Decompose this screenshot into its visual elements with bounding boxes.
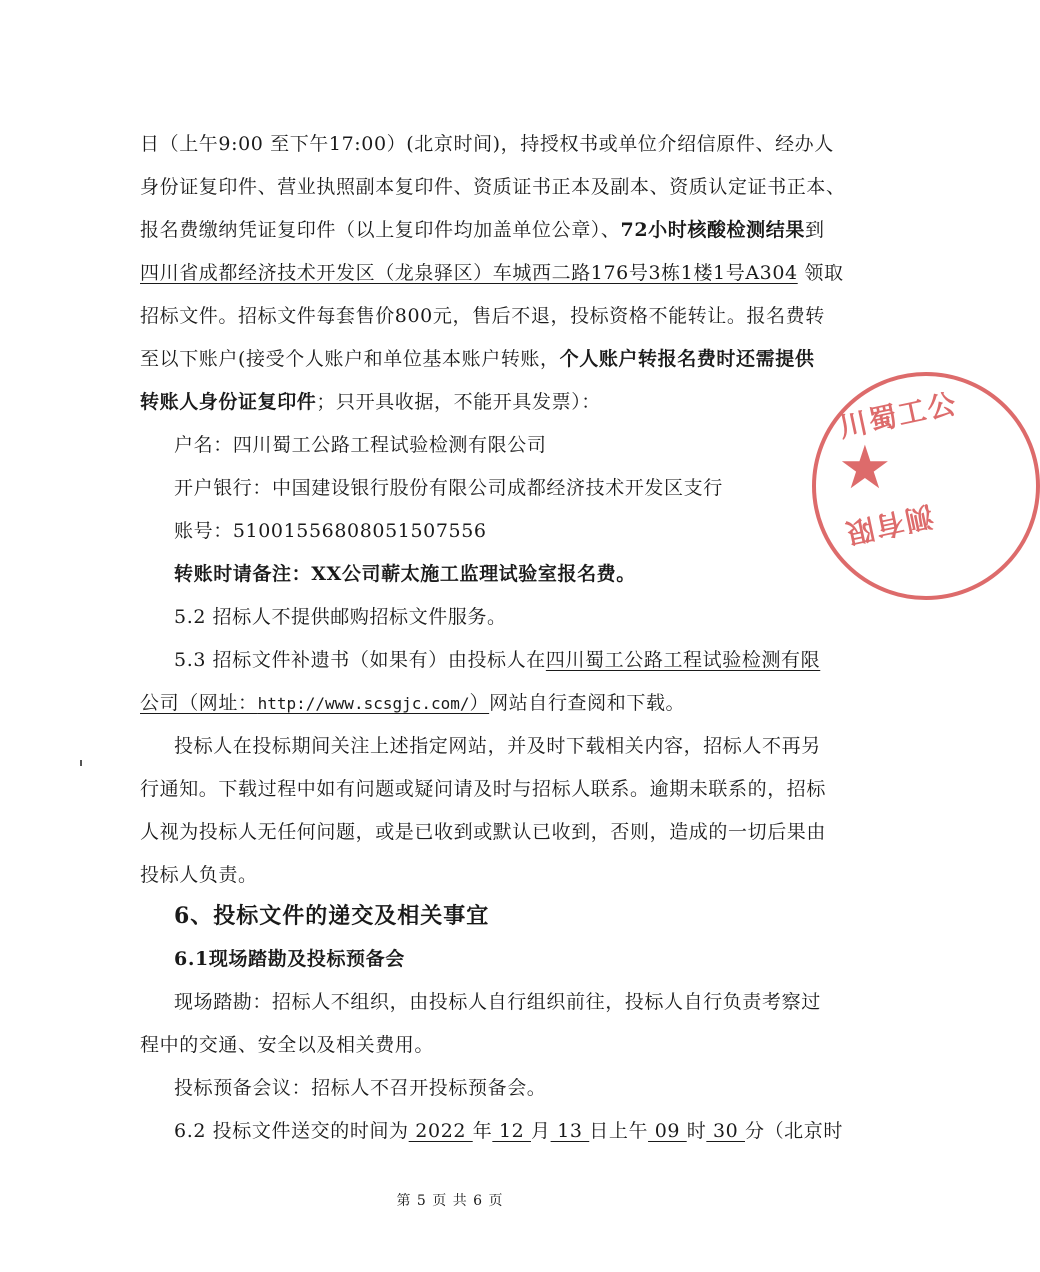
paragraph-line: 招标文件。招标文件每套售价800元，售后不退，投标资格不能转让。报名费转: [140, 305, 825, 327]
seal-star-icon: ★: [838, 433, 892, 503]
paragraph-line: 四川省成都经济技术开发区（龙泉驿区）车城西二路176号3栋1楼1号A304 领取: [140, 262, 844, 284]
section-5-3: 5.3 招标文件补遗书（如果有）由投标人在四川蜀工公路工程试验检测有限: [174, 649, 821, 671]
day-value: 13: [550, 1120, 590, 1142]
transfer-remark: 转账时请备注：XX公司蕲太施工监理试验室报名费。: [174, 563, 636, 585]
paragraph-line: 至以下账户(接受个人账户和单位基本账户转账，个人账户转报名费时还需提供: [140, 348, 815, 370]
section-6-heading: 6、投标文件的递交及相关事宜: [174, 903, 490, 929]
paragraph-line: 现场踏勘：招标人不组织，由投标人自行组织前往，投标人自行负责考察过: [174, 991, 821, 1013]
month-value: 12: [492, 1120, 531, 1142]
address-underlined: 四川省成都经济技术开发区（龙泉驿区）车城西二路176号3栋1楼1号A304: [140, 262, 798, 284]
section-5-3-cont: 公司（网址：http://www.scsgjc.com/）网站自行查阅和下载。: [140, 692, 686, 714]
bank-line: 开户银行：中国建设银行股份有限公司成都经济技术开发区支行: [174, 477, 723, 499]
paragraph-line: 行通知。下载过程中如有问题或疑问请及时与招标人联系。逾期未联系的，招标: [140, 778, 827, 800]
account-name-line: 户名：四川蜀工公路工程试验检测有限公司: [174, 434, 547, 456]
website-underlined: 公司（网址：http://www.scsgjc.com/）: [140, 692, 490, 714]
paragraph-line: 投标预备会议：招标人不召开投标预备会。: [174, 1077, 547, 1099]
section-6-2: 6.2 投标文件送交的时间为 2022 年 12 月 13 日上午 09 时 30 分（北京时: [174, 1120, 843, 1142]
bold-text: 个人账户转报名费时还需提供: [559, 348, 815, 370]
website-url: http://www.scsgjc.com/: [257, 694, 470, 713]
paragraph-line: 日（上午9:00 至下午17:00）(北京时间)，持授权书或单位介绍信原件、经办人: [140, 133, 834, 155]
company-underlined: 四川蜀工公路工程试验检测有限: [545, 649, 821, 671]
paragraph-line: 投标人在投标期间关注上述指定网站，并及时下载相关内容，招标人不再另: [174, 735, 821, 757]
bold-text: 72小时核酸检测结果: [620, 219, 805, 241]
seal-top-text: 川蜀工公: [836, 386, 961, 445]
scan-speck: [80, 760, 82, 766]
bold-text: 转账人身份证复印件: [140, 391, 317, 413]
paragraph-line: 程中的交通、安全以及相关费用。: [140, 1034, 435, 1056]
section-5-2: 5.2 招标人不提供邮购招标文件服务。: [174, 606, 507, 628]
paragraph-line: 报名费缴纳凭证复印件（以上复印件均加盖单位公章）、72小时核酸检测结果到: [140, 219, 825, 241]
minute-value: 30: [706, 1120, 745, 1142]
hour-value: 09: [648, 1120, 687, 1142]
section-6-1-heading: 6.1现场踏勘及投标预备会: [174, 948, 405, 970]
paragraph-line: 转账人身份证复印件；只开具收据，不能开具发票）：: [140, 391, 601, 413]
account-number-line: 账号：51001556808051507556: [174, 520, 487, 542]
paragraph-line: 投标人负责。: [140, 864, 258, 886]
page-footer: 第 5 页 共 6 页: [396, 1193, 504, 1209]
paragraph-line: 人视为投标人无任何问题，或是已收到或默认已收到，否则，造成的一切后果由: [140, 821, 827, 843]
seal-bottom-text: 测有限: [841, 499, 937, 551]
company-seal: [812, 372, 1040, 600]
year-value: 2022: [408, 1120, 473, 1142]
paragraph-line: 身份证复印件、营业执照副本复印件、资质证书正本及副本、资质认定证书正本、: [140, 176, 846, 198]
